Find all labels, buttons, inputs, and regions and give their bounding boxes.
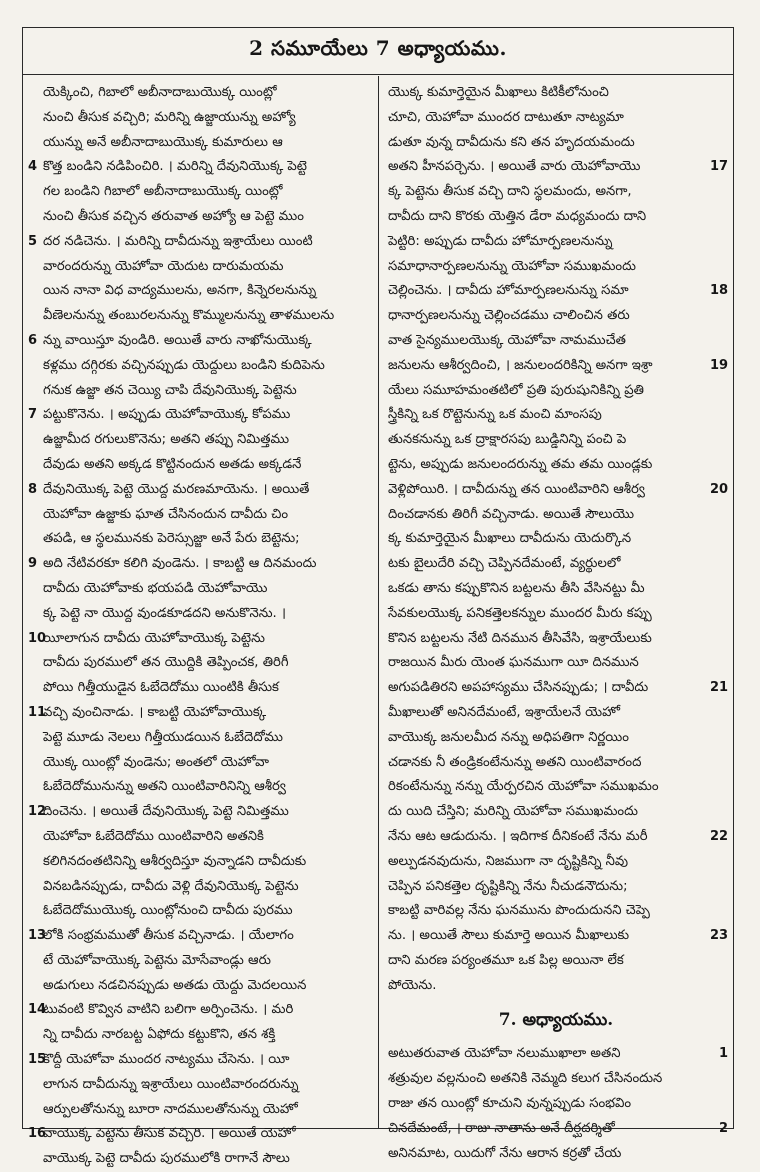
line-text: టువంటి కొవ్విన వాటిని బలిగా అర్పించెను. । మరి xyxy=(43,1002,294,1018)
text-line xyxy=(30,180,376,205)
text-line xyxy=(30,602,376,627)
verse-number: 5 xyxy=(28,233,38,249)
text-line xyxy=(384,403,728,428)
text-line xyxy=(30,131,376,156)
line-text: చూచి, యెహోవా ముందర దాటుతూ నాట్యమా xyxy=(388,109,624,125)
text-line xyxy=(30,478,376,503)
line-text: వాయొక్క జనులమీద నన్ను అధిపతిగా నిర్ణయిం xyxy=(388,729,629,745)
text-line xyxy=(384,775,728,800)
line-text: యొక్క కుమార్తెయైన మీఖాలు కిటికీలోనుంచి xyxy=(388,85,609,100)
line-text: కొద్దీ యెహోవా ముందర నాట్యము చేసెను. । యీ xyxy=(43,1052,290,1068)
verse-number: 20 xyxy=(710,481,729,497)
text-line xyxy=(30,329,376,354)
line-text: నుంచి తీసుక వచ్చిరి; మరిన్ని ఉజ్జాయున్ను అహ్యో xyxy=(43,109,296,125)
text-line xyxy=(384,230,728,255)
title-rule xyxy=(22,74,734,75)
line-text: వినబడినప్పుడు, దావీదు వెళ్లి దేవునియొక్క పెట్టెను xyxy=(43,878,299,894)
text-line xyxy=(30,726,376,751)
text-line xyxy=(30,552,376,577)
text-line xyxy=(30,949,376,974)
line-text: అది నేటివరకూ కలిగి వుండెను. । కాబట్టి ఆ దినమందు xyxy=(43,556,317,572)
line-text: ఉజ్జామీద రగులుకొనెను; అతని తప్పు నిమిత్తము xyxy=(43,432,290,448)
text-line xyxy=(384,974,728,999)
text-line xyxy=(384,131,728,156)
verse-number: 14 xyxy=(28,1002,47,1018)
text-line xyxy=(384,800,728,825)
line-text: శత్రువుల వల్లనుంచి అతనికి నెమ్మది కలుగ చేసినందున xyxy=(388,1071,663,1087)
left-column xyxy=(30,81,376,1172)
text-line xyxy=(30,899,376,924)
line-text: చినదేమంటే, । రాజు నాతాను అనే దీర్ఘదర్శితో xyxy=(388,1120,615,1136)
text-line xyxy=(30,503,376,528)
text-line xyxy=(30,1098,376,1123)
text-line xyxy=(384,875,728,900)
line-text: క్క పెట్టె నా యొద్ద వుండకూడదని అనుకొనెను. । xyxy=(43,605,286,621)
text-line xyxy=(384,453,728,478)
text-line xyxy=(384,676,728,701)
text-line xyxy=(30,403,376,428)
text-line xyxy=(384,552,728,577)
verse-number: 13 xyxy=(28,928,47,944)
line-text: కలిగినదంతటినిన్ని ఆశీర్వదిస్తూ వున్నాడని దావీదుకు xyxy=(43,853,307,869)
chapter-7-lines xyxy=(384,1042,728,1166)
verse-number: 7 xyxy=(28,407,38,423)
verse-number: 2 xyxy=(718,1120,728,1136)
line-text: దావీదు పురములో తన యొద్దికి తెప్పించక, తిరిగీ xyxy=(43,655,289,671)
line-text: చెప్పిన పనికత్తెల దృష్టికిన్ని నేను నీచుడనౌదును; xyxy=(388,878,628,894)
text-line xyxy=(384,899,728,924)
text-line xyxy=(384,1067,728,1092)
text-line xyxy=(30,304,376,329)
text-line xyxy=(30,577,376,602)
verse-number: 9 xyxy=(28,556,38,572)
text-line xyxy=(384,503,728,528)
line-text: దావీదు యెహోవాకు భయపడి యెహోవాయొ xyxy=(43,580,268,596)
text-line xyxy=(384,180,728,205)
line-text: వాయొక్క పెట్టెను తీసుక వచ్చిరి. । అయితే యెహో xyxy=(43,1126,296,1142)
line-text: ఓబేదెదోముయొక్క యింట్లోనుంచి దావీదు పురము xyxy=(43,903,293,919)
line-text: ధానార్పణలనున్ను చెల్లించడము చాలించిన తరు xyxy=(388,308,630,324)
text-line xyxy=(30,998,376,1023)
text-line xyxy=(30,354,376,379)
text-line xyxy=(30,255,376,280)
line-text: సేవకులయొక్క పనికత్తెలకన్నుల ముందర మీరు కప్పు xyxy=(388,605,652,621)
line-text: దు యిది చేస్తిని; మరిన్ని యెహోవా సముఖమందు xyxy=(388,804,638,820)
line-text: కళ్లము దగ్గిరకు వచ్చినప్పుడు యెద్దులు బండిని కుదిపెను xyxy=(43,357,325,373)
text-line xyxy=(30,1122,376,1147)
line-text: యెక్కించి, గిబాలో అబీనాదాబుయొక్క యింట్లో xyxy=(43,85,277,100)
verse-number: 19 xyxy=(710,357,729,373)
text-line xyxy=(30,676,376,701)
line-text: అతని హీనపర్చెను. । అయితే వారు యెహోవాయొ xyxy=(388,159,641,175)
verse-number: 6 xyxy=(28,332,38,348)
line-text: దించెను. । అయితే దేవునియొక్క పెట్టె నిమిత్తము xyxy=(43,804,289,820)
text-line xyxy=(384,1042,728,1067)
text-line xyxy=(30,825,376,850)
verse-number: 8 xyxy=(28,481,38,497)
text-line xyxy=(384,701,728,726)
verse-number: 1 xyxy=(718,1046,728,1062)
line-text: క్క కుమార్తెయైన మీఖాలు దావీదును యెదుర్కొన xyxy=(388,531,632,547)
line-text: యేలు సమూహమంతటిలో ప్రతి పురుషునికిన్ని ప్రతి xyxy=(388,382,644,398)
text-line xyxy=(384,924,728,949)
verse-number: 11 xyxy=(28,704,47,720)
line-text: అటుతరువాత యెహోవా నలుముఖాలా అతని xyxy=(388,1046,621,1062)
text-line xyxy=(384,81,728,106)
text-line xyxy=(384,602,728,627)
text-line xyxy=(384,1142,728,1167)
verse-number: 4 xyxy=(28,159,38,175)
verse-number: 15 xyxy=(28,1052,47,1068)
text-line xyxy=(384,329,728,354)
line-text: చడానకు నీ తండ్రికంటేనున్ను అతని యింటివారంద xyxy=(388,754,642,770)
line-text: యెహోవా ఓబేదెదోము యింటివారిని అతనికి xyxy=(43,828,264,844)
text-line xyxy=(30,850,376,875)
line-text: ఒకడు తాను కప్పుకొనిన బట్టలను తీసి వేసినట్టు మీ xyxy=(388,580,645,596)
line-text: అనినమాట, యిదుగో నేను ఆరాన కర్రతో చేయ xyxy=(388,1145,622,1161)
text-line xyxy=(384,1092,728,1117)
text-line xyxy=(384,825,728,850)
text-line xyxy=(384,527,728,552)
line-text: యున్ను అనే అబీనాదాబుయొక్క కుమారులు ఆ xyxy=(43,134,283,150)
verse-number: 22 xyxy=(710,828,729,844)
verse-number: 18 xyxy=(710,283,729,299)
text-line xyxy=(384,949,728,974)
line-text: యిన నానా విధ వాద్యములను, అనగా, కిన్నెరలనున్ను xyxy=(43,283,317,299)
text-line xyxy=(384,155,728,180)
line-text: టకు బైలుదేరి వచ్చి చెప్పినదేమంటే, వ్యర్థులలో xyxy=(388,556,621,572)
line-text: వారందరున్ను యెహోవా యెదుట దారుమయమ xyxy=(43,258,284,274)
line-text: దావీదు దాని కొరకు యెత్తిన డేరా మధ్యమందు దాని xyxy=(388,208,647,224)
text-line xyxy=(30,751,376,776)
line-text: వీణెలనున్ను తంబురలనున్ను కొమ్ములనున్ను తాళములను xyxy=(43,308,335,324)
line-text: మీఖాలుతో అనినదేమంటే, ఇశ్రాయేలనే యెహో xyxy=(388,704,621,720)
right-column-lines xyxy=(384,81,728,998)
text-line xyxy=(384,726,728,751)
text-line xyxy=(384,304,728,329)
text-line xyxy=(30,1023,376,1048)
line-text: అగుపడితిరని అపహాస్యము చేసినప్పుడు; । దావీదు xyxy=(388,680,649,696)
line-text: క్క పెట్టెను తీసుక వచ్చి దాని స్థలమందు, అనగా, xyxy=(388,184,632,200)
line-text: దేవునియొక్క పెట్టె యొద్ద మరణమాయెను. । అయితే xyxy=(43,481,310,497)
verse-number: 23 xyxy=(710,928,729,944)
text-line xyxy=(30,279,376,304)
line-text: లాగున దావీదున్ను ఇశ్రాయేలు యింటివారందరున్ను xyxy=(43,1076,299,1092)
text-line xyxy=(30,428,376,453)
line-text: అల్పుడనవుదును, నిజముగా నా దృష్టికిన్ని నీవు xyxy=(388,853,629,869)
text-line xyxy=(384,379,728,404)
line-text: పెట్టిరి: అప్పుడు దావీదు హోమార్పణలనున్ను xyxy=(388,233,613,249)
text-line xyxy=(30,974,376,999)
line-text: వాత సైన్యములయొక్క యెహోవా నామముచేత xyxy=(388,332,626,348)
line-text: దర నడిచెను. । మరిన్ని దావీదున్ను ఇశ్రాయేలు యింటి xyxy=(43,233,313,249)
line-text: తునకనున్ను ఒక ద్రాక్షారసపు బుడ్డినిన్ని పంచి పె xyxy=(388,432,627,448)
line-text: కాబట్టి వారివల్ల నేను ఘనమును పొందుదునని చెప్పె xyxy=(388,903,650,919)
text-line xyxy=(384,627,728,652)
text-line xyxy=(384,850,728,875)
text-line xyxy=(30,81,376,106)
text-line xyxy=(30,1147,376,1172)
line-text: నేను ఆట ఆడుదును. । ఇదిగాక దీనికంటే నేను మరీ xyxy=(388,828,648,844)
text-line xyxy=(384,279,728,304)
page-title: 2 సమూయేలు 7 అధ్యాయము. xyxy=(249,36,507,60)
text-line xyxy=(384,651,728,676)
verse-number: 16 xyxy=(28,1126,47,1142)
text-line xyxy=(30,453,376,478)
text-line xyxy=(384,354,728,379)
text-line xyxy=(384,577,728,602)
line-text: న్ని దావీదు నారబట్ట ఏఫోదు కట్టుకొని, తన శక్తి xyxy=(43,1027,276,1043)
right-column xyxy=(384,81,728,1166)
text-line xyxy=(30,1073,376,1098)
line-text: వాయొక్క పెట్టె దావీదు పురములోకి రాగానే సౌలు xyxy=(43,1151,290,1167)
verse-number: 17 xyxy=(710,159,729,175)
text-line xyxy=(30,230,376,255)
text-line xyxy=(30,875,376,900)
text-line xyxy=(30,155,376,180)
line-text: అడుగులు నడచినప్పుడు అతడు యెద్దు మెదలయిన xyxy=(43,977,307,993)
line-text: కొత్త బండిని నడిపించిరి. । మరిన్ని దేవునియొక్క పెట్టె xyxy=(43,159,307,175)
line-text: పట్టుకొనెను. । అప్పుడు యెహోవాయొక్క కోపము xyxy=(43,407,291,423)
line-text: వెళ్లిపోయిరి. । దావీదున్ను తన యింటివారిని ఆశీర్వ xyxy=(388,481,645,497)
line-text: యీలాగున దావీదు యెహోవాయొక్క పెట్టెను xyxy=(43,630,265,646)
line-text: గనుక ఉజ్జా తన చెయ్యి చాపి దేవునియొక్క పెట్టెను xyxy=(43,382,297,398)
text-line xyxy=(30,627,376,652)
line-text: పోయెను. xyxy=(388,977,437,993)
line-text: దేవుడు అతని అక్కడ కొట్టినందున అతడు అక్కడనే xyxy=(43,456,302,472)
line-text: రికంటేనున్ను నన్ను యేర్పరచిన యెహోవా సముఖమం xyxy=(388,779,659,795)
line-text: ఓబేదెదోమునున్ను అతని యింటివారినిన్ని ఆశీర్వ xyxy=(43,779,286,795)
line-text: ఆర్పులతోనున్ను బూరా నాదములతోనున్ను యెహో xyxy=(43,1101,298,1117)
text-line xyxy=(384,751,728,776)
line-text: డుతూ వున్న దావీదును కని తన హృదయమందు xyxy=(388,134,635,150)
line-text: ట్టెను, అప్పుడు జనులందరున్ను తమ తమ యిండ్లకు xyxy=(388,456,653,472)
text-line xyxy=(30,106,376,131)
line-text: సమాధానార్పణలనున్ను యెహోవా సముఖమందు xyxy=(388,258,636,274)
text-line xyxy=(30,1048,376,1073)
line-text: యెహోవా ఉజ్జాకు ఘాత చేసినందున దావీదు చిం xyxy=(43,506,289,522)
line-text: ను. । అయితే సౌలు కుమార్తె అయిన మీఖాలుకు xyxy=(388,928,630,944)
verse-number: 21 xyxy=(710,680,729,696)
line-text: దాని మరణ పర్యంతమూ ఒక పిల్ల అయినా లేక xyxy=(388,952,624,968)
line-text: దించడానకు తిరిగీ వచ్చినాడు. అయితే సౌలుయొ xyxy=(388,506,634,522)
line-text: రాజు తన యింట్లో కూచుని వున్నప్పుడు సంభవిం xyxy=(388,1096,632,1112)
column-divider xyxy=(378,76,379,1128)
text-line xyxy=(30,205,376,230)
text-line xyxy=(30,775,376,800)
line-text: న్ను వాయిస్తూ వుండిరి. అయితే వారు నాఖోనుయొక్క xyxy=(43,332,312,348)
verse-number: 12 xyxy=(28,804,47,820)
text-line xyxy=(384,428,728,453)
line-text: వచ్చి వుంచినాడు. । కాబట్టి యెహోవాయొక్క xyxy=(43,704,267,720)
text-line xyxy=(384,255,728,280)
line-text: యొక్క యింట్లో వుండెను; అంతలో యెహోవా xyxy=(43,754,269,770)
text-line xyxy=(30,527,376,552)
text-line xyxy=(384,106,728,131)
line-text: జనులను ఆశీర్వదించి, । జనులందరికిన్ని అనగా ఇశ్రా xyxy=(388,357,653,373)
text-line xyxy=(30,924,376,949)
text-line xyxy=(30,651,376,676)
text-line xyxy=(30,701,376,726)
line-text: చెల్లించెను. । దావీదు హోమార్పణలనున్ను సమా xyxy=(388,283,629,299)
line-text: రాజయిన మీరు యెంత ఘనముగా యీ దినమున xyxy=(388,655,639,671)
text-line xyxy=(30,379,376,404)
line-text: టే యెహోవాయొక్క పెట్టెను మోసేవాండ్లు ఆరు xyxy=(43,952,271,968)
text-line xyxy=(384,1117,728,1142)
verse-number: 10 xyxy=(28,630,47,646)
text-line xyxy=(384,205,728,230)
text-line xyxy=(384,478,728,503)
line-text: స్త్రీకిన్ని ఒక రొట్టెనున్ను ఒక మంచి మాంసపు xyxy=(388,407,602,423)
line-text: పోయి గిత్తీయుడైన ఓబేదెదోము యింటికి తీసుక xyxy=(43,680,279,696)
line-text: కొనిన బట్టలను నేటి దినమున తీసివేసి, ఇశ్రాయేలుకు xyxy=(388,630,652,646)
line-text: తపడి, ఆ స్థలమునకు పెరెస్సుజ్జా అనే పేరు బెట్టెను; xyxy=(43,531,300,547)
line-text: లోకి సంభ్రమముతో తీసుక వచ్చినాడు. । యేలాగం xyxy=(43,928,294,944)
chapter-heading: 7. అధ్యాయము. xyxy=(498,1010,614,1031)
text-line xyxy=(30,800,376,825)
line-text: పెట్టె మూడు నెలలు గిత్తీయుడయిన ఓబేదెదోము xyxy=(43,729,283,745)
line-text: గల బండిని గిబాలో అబీనాదాబుయొక్క యింట్లో xyxy=(43,184,283,200)
line-text: నుంచి తీసుక వచ్చిన తరువాత అహ్యో ఆ పెట్టె ముం xyxy=(43,208,304,224)
